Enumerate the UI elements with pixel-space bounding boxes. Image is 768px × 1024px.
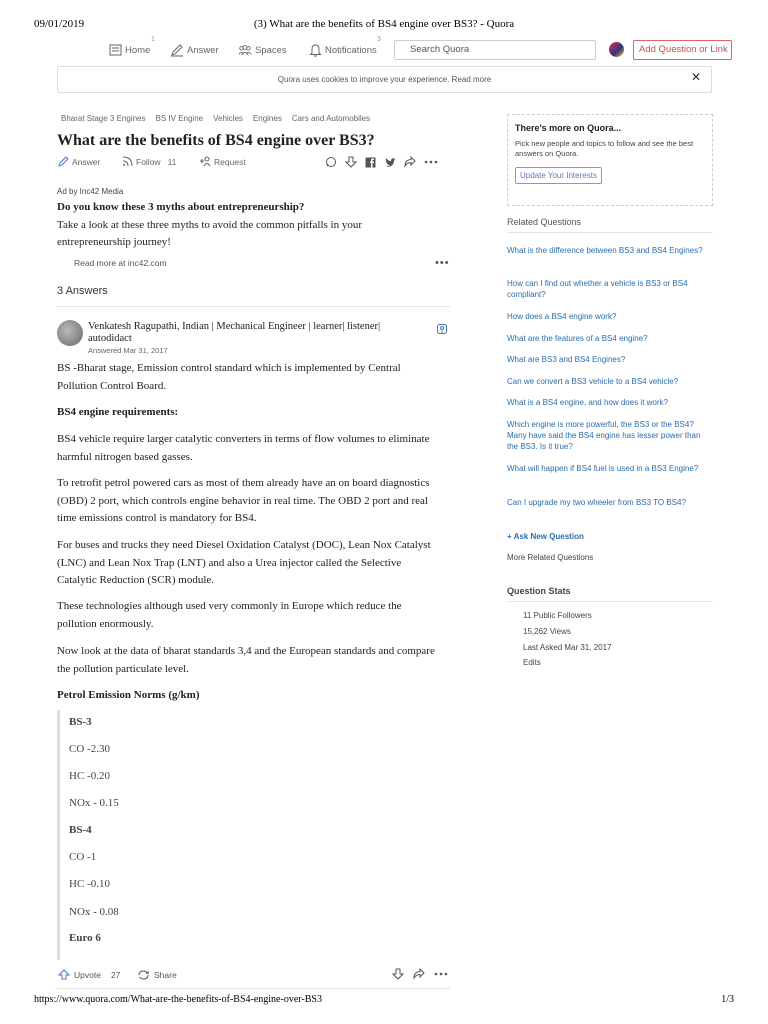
upvote-count: 27 xyxy=(110,969,121,980)
print-page-number: 1/3 xyxy=(721,994,734,1005)
author-name[interactable]: Venkatesh Ragupathi, Indian | Mechanical Engineer | learner| listener| autodidact xyxy=(88,321,381,344)
cookie-banner: Quora uses cookies to improve your experience. Read more xyxy=(57,66,712,93)
related-question-link[interactable]: What will happen if BS4 fuel is used in a BS3 Engine? xyxy=(507,464,699,473)
search-input[interactable]: Search Quora xyxy=(394,40,596,60)
promo-box xyxy=(507,114,713,206)
related-question-link[interactable]: What are BS3 and BS4 Engines? xyxy=(507,355,626,364)
norm-value: HC -0.20 xyxy=(69,770,110,782)
answer-icon-row xyxy=(392,968,448,980)
facebook-icon[interactable] xyxy=(365,157,376,168)
divider xyxy=(57,306,450,307)
related-question-link[interactable]: Can I upgrade my two wheeler from BS3 TO BS4? xyxy=(507,498,686,507)
notifications-badge: 3 xyxy=(377,36,381,43)
pencil-icon xyxy=(58,156,69,167)
downvote-icon[interactable] xyxy=(392,968,404,980)
answer-paragraph: These technologies although used very commonly in Europe which reduce the pollution enormously. xyxy=(57,600,402,630)
more-icon[interactable] xyxy=(434,972,448,976)
answer-paragraph: To retrofit petrol powered cars as most of them already have an on board diagnostics (OBD) 2 port, which controls engine behavior in real time. The OBD 2 port and real time emissions control is mandatory for BS4. xyxy=(57,477,430,524)
related-question-link[interactable]: What is the difference between BS3 and BS4 Engines? xyxy=(507,246,703,255)
answer-date[interactable]: Answered Mar 31, 2017 xyxy=(88,346,168,355)
related-questions-heading: Related Questions xyxy=(507,217,582,227)
nav-answer-label: Answer xyxy=(187,44,219,56)
follow-label: Follow xyxy=(136,156,161,167)
add-question-button[interactable]: Add Question or Link xyxy=(633,40,732,60)
more-icon[interactable]: ••• xyxy=(435,257,450,269)
ad-link[interactable]: Read more at inc42.com xyxy=(74,258,167,268)
divider xyxy=(57,988,450,989)
promo-text: Pick new people and topics to follow and see the best answers on Quora. xyxy=(515,139,694,158)
request-button[interactable] xyxy=(199,156,246,167)
rss-icon xyxy=(122,156,133,167)
related-question-link[interactable]: How can I find out whether a vehicle is BS3 or BS4 compliant? xyxy=(507,279,688,299)
norm-value: CO -2.30 xyxy=(69,743,110,755)
answer-subheading: Petrol Emission Norms (g/km) xyxy=(57,689,200,701)
topic-tag[interactable]: Cars and Automobiles xyxy=(291,114,371,123)
nav-notifications[interactable] xyxy=(308,36,381,60)
print-title: (3) What are the benefits of BS4 engine over BS3? - Quora xyxy=(253,18,515,30)
stat-views: 15,262 Views xyxy=(523,627,571,636)
ask-new-question-link[interactable]: + Ask New Question xyxy=(507,532,584,541)
people-icon xyxy=(238,43,252,57)
nav-spaces[interactable] xyxy=(238,40,287,60)
related-question-link[interactable]: What is a BS4 engine, and how does it work? xyxy=(507,398,668,407)
follow-button[interactable] xyxy=(122,156,176,167)
ad-title[interactable]: Do you know these 3 myths about entrepreneurship? xyxy=(57,201,305,213)
share-icon[interactable] xyxy=(413,968,425,980)
emission-norms-block xyxy=(57,710,450,960)
request-label: Request xyxy=(214,156,246,167)
home-badge: 1 xyxy=(151,36,155,43)
print-date: 09/01/2019 xyxy=(34,18,85,30)
divider xyxy=(507,601,713,602)
add-person-icon xyxy=(199,156,211,167)
close-icon[interactable]: ✕ xyxy=(691,70,702,84)
related-question-link[interactable]: What are the features of a BS4 engine? xyxy=(507,334,648,343)
related-question-link[interactable]: How does a BS4 engine work? xyxy=(507,312,617,321)
related-question-link[interactable]: Which engine is more powerful, the BS3 or the BS4? Many have said the BS4 engine has lesser power than the BS3. Is it true? xyxy=(507,420,701,451)
question-stats-heading: Question Stats xyxy=(507,586,571,596)
answer-paragraph: Now look at the data of bharat standards 3,4 and the European standards and compare the pollution particulate level. xyxy=(57,645,435,675)
upvote-button[interactable] xyxy=(58,969,120,980)
nav-notifications-label: Notifications xyxy=(325,44,377,56)
norm-value: HC -0.10 xyxy=(69,878,110,890)
upvote-icon xyxy=(58,969,70,980)
norm-value: NOx - 0.08 xyxy=(69,906,119,918)
more-icon[interactable] xyxy=(424,160,438,164)
norm-heading: BS-4 xyxy=(69,824,92,836)
follow-count: 11 xyxy=(167,156,177,167)
stat-edits[interactable]: Edits xyxy=(523,658,541,667)
refresh-share-icon xyxy=(137,969,150,981)
more-related-questions-link[interactable]: More Related Questions xyxy=(507,553,594,562)
nav-answer[interactable] xyxy=(170,40,219,60)
answers-count: 3 Answers xyxy=(57,285,108,297)
topic-tag[interactable]: Bharat Stage 3 Engines xyxy=(61,114,146,123)
norm-value: NOx - 0.15 xyxy=(69,797,119,809)
ad-label: Ad by Inc42 Media xyxy=(57,187,124,196)
user-avatar[interactable] xyxy=(609,42,624,57)
answer-subheading: BS4 engine requirements: xyxy=(57,406,179,418)
question-title: What are the benefits of BS4 engine over BS3? xyxy=(57,132,375,149)
twitter-icon[interactable] xyxy=(384,157,396,168)
answer-label: Answer xyxy=(72,156,101,167)
nav-home-label: Home xyxy=(125,44,151,56)
question-icon-row xyxy=(325,156,438,168)
pencil-icon xyxy=(170,43,184,57)
share-icon[interactable] xyxy=(404,156,416,168)
ad-body: Take a look at these three myths to avoid the common pitfalls in your entrepreneurship journey! xyxy=(57,219,363,248)
follow-author-icon[interactable] xyxy=(437,322,447,340)
norm-heading: Euro 6 xyxy=(69,932,101,944)
share-label: Share xyxy=(154,970,177,980)
topic-tag[interactable]: Vehicles xyxy=(213,114,243,123)
print-url: https://www.quora.com/What-are-the-benefits-of-BS4-engine-over-BS3 xyxy=(34,994,322,1005)
answer-paragraph: For buses and trucks they need Diesel Oxidation Catalyst (DOC), Lean Nox Catalyst (LNC) and Lean Nox Trap (LNT) and also a Urea injector called the Selective Catalytic Reduction (SCR) module. xyxy=(57,539,431,586)
answer-paragraph: BS4 vehicle require larger catalytic converters in terms of flow volumes to eliminate harmful nitrogen based gasses. xyxy=(57,433,430,463)
update-interests-button[interactable]: Update Your Interests xyxy=(515,167,602,184)
upvote-label: Upvote xyxy=(74,969,101,980)
downvote-icon[interactable] xyxy=(345,156,357,168)
norm-heading: BS-3 xyxy=(69,716,92,728)
answer-button[interactable] xyxy=(58,156,100,167)
promo-title: There's more on Quora... xyxy=(515,123,622,133)
nav-spaces-label: Spaces xyxy=(255,44,287,56)
norm-value: CO -1 xyxy=(69,851,97,863)
home-icon xyxy=(108,43,122,57)
stat-last-asked: Last Asked Mar 31, 2017 xyxy=(523,643,612,652)
nav-home[interactable] xyxy=(108,36,155,60)
topic-tag[interactable]: Engines xyxy=(252,114,282,123)
comment-icon[interactable] xyxy=(325,156,337,168)
stat-followers[interactable]: 11 Public Followers xyxy=(523,611,592,620)
answer-paragraph: BS -Bharat stage, Emission control standard which is implemented by Central Pollution Control Board. xyxy=(57,362,401,392)
share-button[interactable] xyxy=(137,969,177,981)
bell-icon xyxy=(308,43,322,57)
topic-tag[interactable]: BS IV Engine xyxy=(155,114,204,123)
related-question-link[interactable]: Can we convert a BS3 vehicle to a BS4 vehicle? xyxy=(507,377,679,386)
divider xyxy=(507,232,713,233)
author-avatar[interactable] xyxy=(57,320,83,346)
topic-list xyxy=(61,114,370,123)
